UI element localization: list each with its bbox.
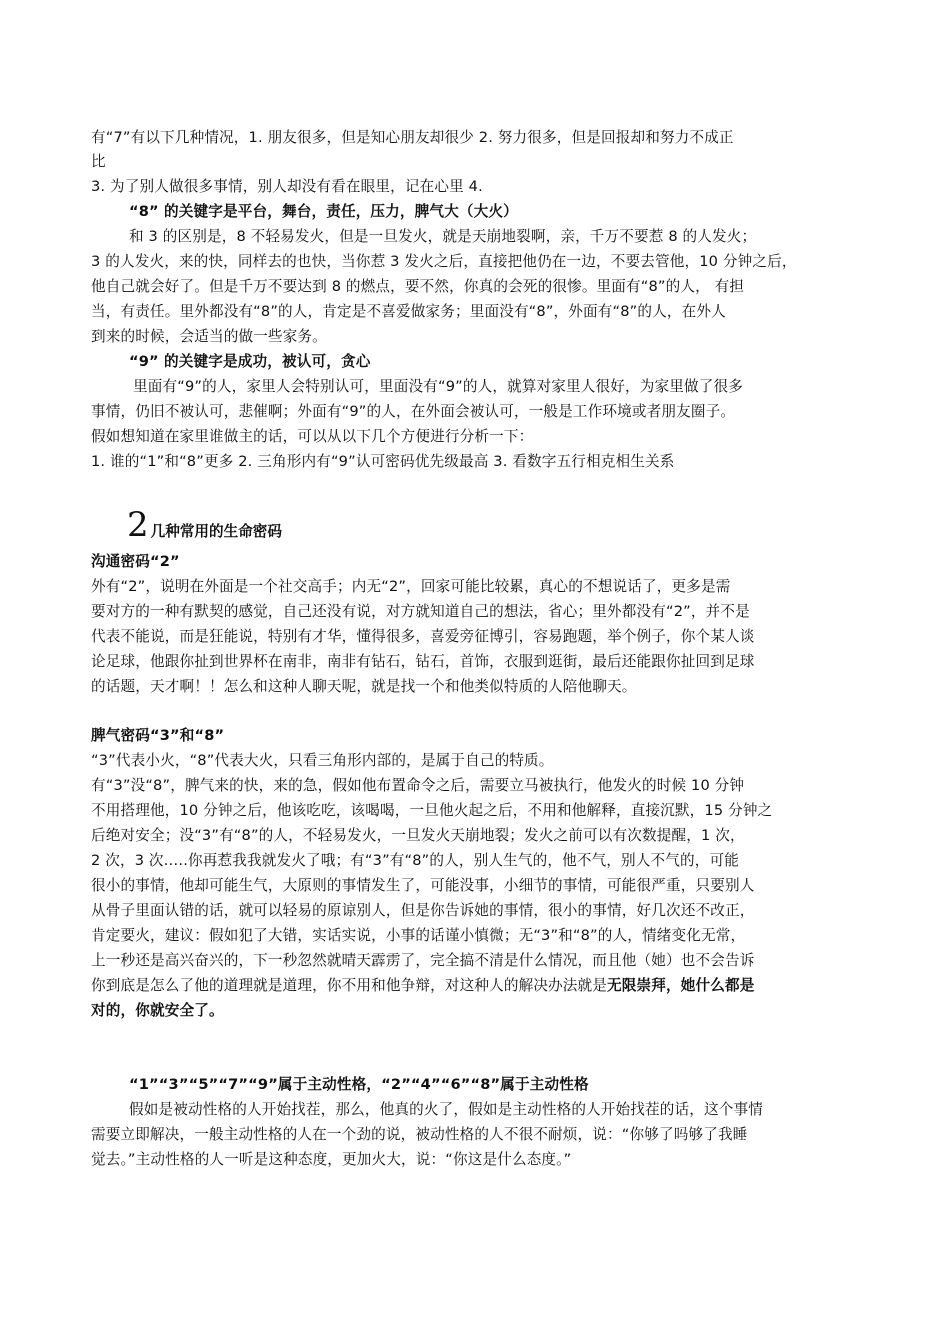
paragraph-text: 你到底是怎么了他的道理就是道理，你不用和他争辩，对这种人的解决办法就是 [91, 977, 608, 994]
paragraph-line: 1. 谁的“1”和“8”更多 2. 三角形内有“9”认可密码优先级最高 3. 看数字五行相克相生关系 [91, 453, 675, 470]
paragraph-line [91, 976, 755, 996]
paragraph-line: “3”代表小火，“8”代表大火，只看三角形内部的，是属于自己的特质。 [91, 752, 554, 769]
paragraph-line: 3 的人发火，来的快，同样去的也快，当你惹 3 发火之后，直接把他仍在一边，不要去管他，10 分钟之后， [91, 253, 797, 270]
paragraph-line: 外有“2”，说明在外面是一个社交高手；内无“2”，回家可能比较累，真心的不想说话了，更多是需 [91, 578, 731, 595]
paragraph-line: 假如是被动性格的人开始找茬，那么，他真的火了，假如是主动性格的人开始找茬的话，这个事情 [129, 1101, 763, 1118]
paragraph-line: 肯定要火，建议：假如犯了大错，实话实说，小事的话谨小慎微；无“3”和“8”的人，情绪变化无常， [91, 927, 746, 944]
paragraph-line: 从骨子里面认错的话，就可以轻易的原谅别人，但是你告诉她的事情，很小的事情，好几次还不改正， [91, 902, 755, 919]
eight-heading: “8” 的关键字是平台，舞台，责任，压力，脾气大（大火） [129, 203, 518, 220]
paragraph-line: 要对方的一种有默契的感觉，自己还没有说，对方就知道自己的想法，省心；里外都没有“2”，并不是 [91, 603, 750, 620]
section-number: 2 [127, 505, 149, 545]
section-title-text: 几种常用的生命密码 [150, 523, 282, 540]
paragraph-line: 当，有责任。里外都没有“8”的人，肯定是不喜爱做家务；里面没有“8”，外面有“8”的人，在外人 [91, 303, 726, 320]
paragraph-line: 3. 为了别人做很多事情，别人却没有看在眼里，记在心里 4. [91, 178, 483, 195]
paragraph-line: 论足球，他跟你扯到世界杯在南非，南非有钻石，钻石，首饰，衣服到逛街，最后还能跟你扯回到足球 [91, 653, 755, 670]
temper-heading: 脾气密码“3”和“8” [91, 727, 225, 744]
paragraph-line: 后绝对安全；没“3”有“8”的人，不轻易发火，一旦发火天崩地裂；发火之前可以有次数提醒，1 次， [91, 827, 745, 844]
paragraph-line: 假如想知道在家里谁做主的话，可以从以下几个方便进行分析一下： [91, 428, 534, 445]
emphasis-line: 对的，你就安全了。 [91, 1002, 224, 1019]
paragraph-line: 事情，仍旧不被认可，悲催啊；外面有“9”的人，在外面会被认可，一般是工作环境或者朋友圈子。 [91, 403, 736, 420]
paragraph-line: 很小的事情，他却可能生气，大原则的事情发生了，可能没事，小细节的事情，可能很严重，只要别人 [91, 877, 755, 894]
paragraph-line: 觉去。”主动性格的人一听是这种态度，更加火大，说：“你这是什么态度。” [91, 1151, 572, 1168]
section-title [127, 505, 282, 545]
paragraph-line: 有“7”有以下几种情况，1. 朋友很多，但是知心朋友却很少 2. 努力很多，但是回报却和努力不成正 [91, 129, 734, 146]
paragraph-line: 他自己就会好了。但是千万不要达到 8 的燃点，要不然，你真的会死的很惨。里面有“8”的人， 有担 [91, 278, 745, 295]
paragraph-line: 比 [91, 153, 106, 170]
paragraph-line: 代表不能说，而是狂能说，特别有才华，懂得很多，喜爱旁征博引，容易跑题，举个例子，你个某人谈 [91, 628, 755, 645]
paragraph-line: 和 3 的区别是，8 不轻易发火，但是一旦发火，就是天崩地裂啊，亲，千万不要惹 8 的人发火； [129, 228, 757, 245]
emphasis-text: 无限崇拜，她什么都是 [607, 977, 755, 994]
paragraph-line: 不用搭理他，10 分钟之后，他该吃吃，该喝喝，一旦他火起之后，不用和他解释，直接沉默，15 分钟之 [91, 802, 773, 819]
paragraph-line: 上一秒还是高兴奋兴的，下一秒忽然就晴天霹雳了，完全搞不清是什么情况，而且他（她）也不会告诉 [91, 952, 755, 969]
personality-heading: “1”“3”“5”“7”“9”属于主动性格，“2”“4”“6”“8”属于主动性格 [129, 1076, 589, 1093]
paragraph-line: 的话题，天才啊！！怎么和这种人聊天呢，就是找一个和他类似特质的人陪他聊天。 [91, 678, 637, 695]
paragraph-line: 需要立即解决，一般主动性格的人在一个劲的说，被动性格的人不很不耐烦，说：“你够了吗够了我睡 [91, 1126, 748, 1143]
paragraph-line: 有“3”没“8”，脾气来的快，来的急，假如他布置命令之后，需要立马被执行，他发火的时候 10 分钟 [91, 777, 745, 794]
paragraph-line: 到来的时候，会适当的做一些家务。 [91, 328, 327, 345]
paragraph-line: 2 次，3 次…..你再惹我我就发火了哦；有“3”有“8”的人，别人生气的，他不气，别人不气的，可能 [91, 852, 740, 869]
paragraph-line: 里面有“9”的人，家里人会特别认可，里面没有“9”的人，就算对家里人很好，为家里做了很多 [133, 378, 743, 395]
nine-heading: “9” 的关键字是成功，被认可，贪心 [129, 353, 371, 370]
communication-heading: 沟通密码“2” [91, 553, 180, 570]
